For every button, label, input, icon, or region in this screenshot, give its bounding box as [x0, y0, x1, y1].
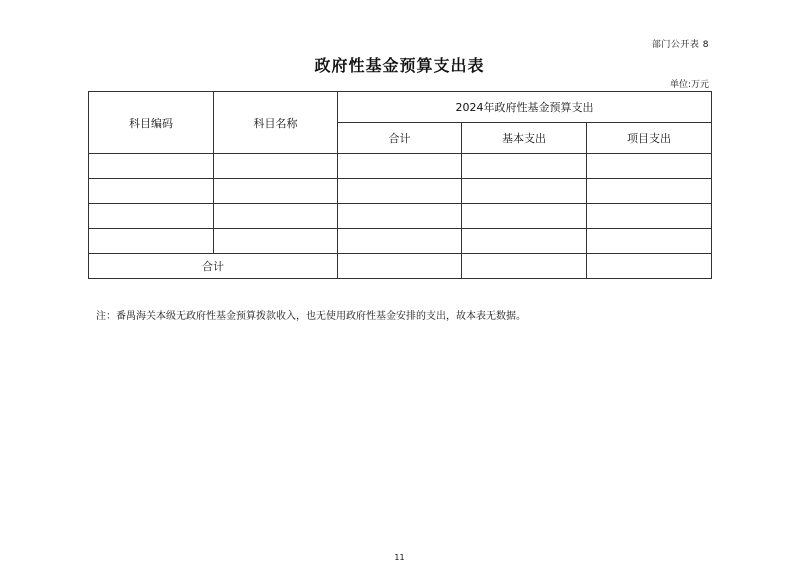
table-cell [214, 154, 338, 179]
table-cell [338, 154, 462, 179]
budget-table [88, 91, 712, 279]
table-cell [214, 204, 338, 229]
table-cell [462, 154, 587, 179]
table-cell [89, 229, 214, 254]
page-number: 11 [394, 553, 405, 562]
table-cell [338, 254, 462, 279]
header-project-expenditure: 项目支出 [587, 123, 712, 154]
table-cell [587, 204, 712, 229]
table-cell [462, 179, 587, 204]
table-cell [338, 204, 462, 229]
table-cell [587, 229, 712, 254]
table-row [89, 179, 712, 204]
header-total: 合计 [338, 123, 462, 154]
header-subject-code: 科目编码 [89, 92, 214, 154]
table-cell [587, 154, 712, 179]
table-row [89, 154, 712, 179]
total-label: 合计 [89, 254, 338, 279]
table-cell [587, 254, 712, 279]
table-note: 注：番禺海关本级无政府性基金预算拨款收入，也无使用政府性基金安排的支出，故本表无数据。 [96, 311, 526, 322]
table-cell [462, 229, 587, 254]
table-header-row [89, 92, 712, 123]
table-cell [89, 179, 214, 204]
table-cell [89, 154, 214, 179]
table-cell [214, 229, 338, 254]
header-budget-group: 2024年政府性基金预算支出 [338, 92, 712, 123]
page-title: 政府性基金预算支出表 [314, 56, 485, 75]
table-row [89, 229, 712, 254]
page-label: 部门公开表 8 [651, 40, 709, 50]
unit-label: 单位:万元 [669, 80, 709, 90]
table-cell [214, 179, 338, 204]
table-cell [462, 254, 587, 279]
header-subject-name: 科目名称 [214, 92, 338, 154]
table-total-row [89, 254, 712, 279]
header-basic-expenditure: 基本支出 [462, 123, 587, 154]
table-cell [587, 179, 712, 204]
table-cell [338, 229, 462, 254]
table-row [89, 204, 712, 229]
table-cell [462, 204, 587, 229]
table-cell [89, 204, 214, 229]
table-cell [338, 179, 462, 204]
